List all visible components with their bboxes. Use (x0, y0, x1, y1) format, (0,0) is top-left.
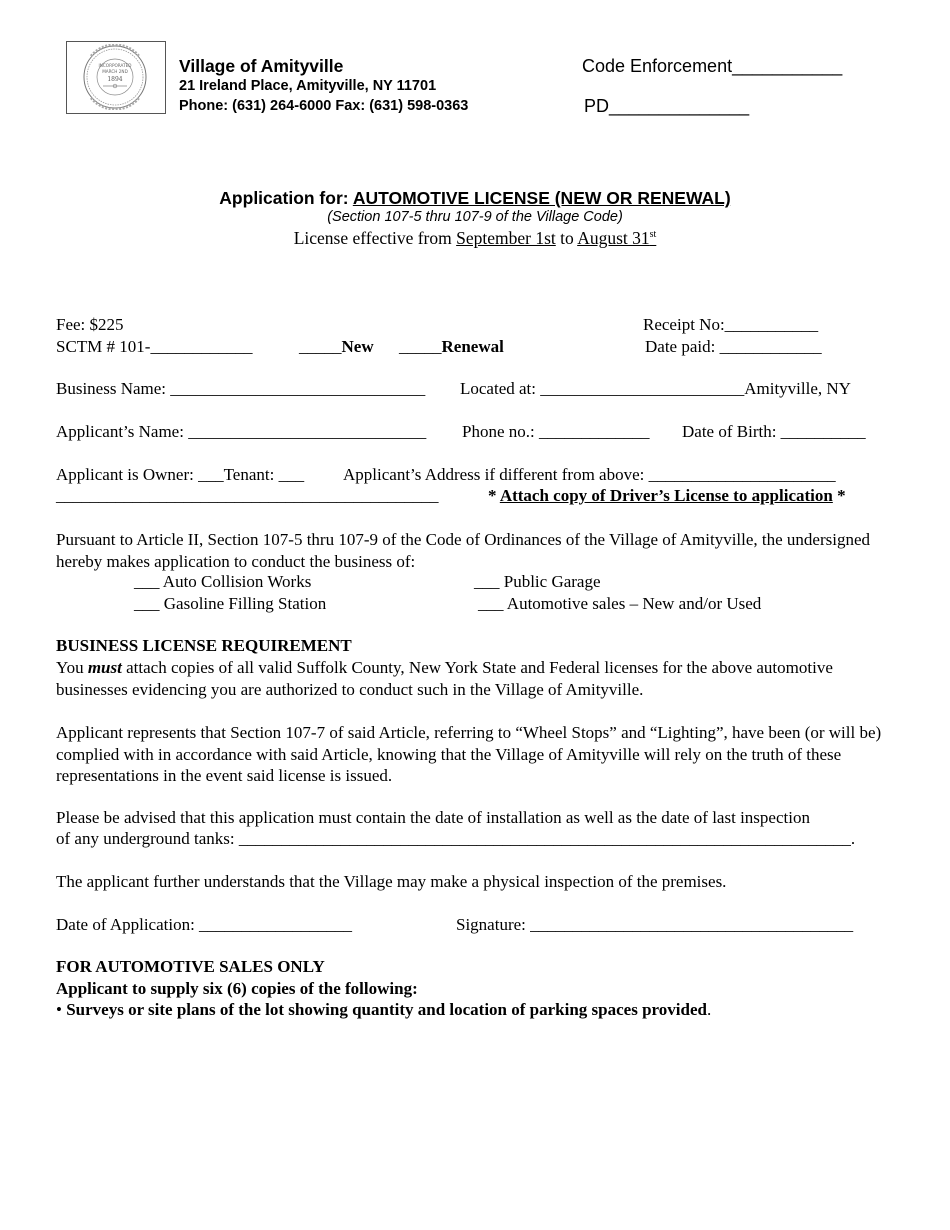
applicant-address-line2[interactable]: _____________________________________________ (56, 486, 439, 505)
inspection-text: The applicant further understands that the Village may make a physical inspection of the premises. (56, 872, 727, 891)
auto-sales-subheading: Applicant to supply six (6) copies of the following: (56, 979, 418, 998)
seal-frame (66, 41, 166, 114)
signature-field[interactable]: Signature: ______________________________________ (456, 915, 854, 934)
org-name: Village of Amityville (179, 56, 344, 76)
tanks-text-line1: Please be advised that this application must contain the date of installation as well as the date of last inspection (56, 808, 810, 827)
title-main: AUTOMOTIVE LICENSE (NEW OR RENEWAL) (352, 188, 731, 208)
date-paid-field[interactable]: Date paid: ____________ (645, 337, 822, 356)
title-section: (Section 107-5 thru 107-9 of the Village Code) (327, 209, 623, 225)
effective-prefix: License effective from (293, 228, 457, 248)
requirement-heading: BUSINESS LICENSE REQUIREMENT (56, 636, 352, 655)
option-auto-collision[interactable]: ___ Auto Collision Works (134, 572, 312, 591)
org-phone-fax: Phone: (631) 264-6000 Fax: (631) 598-0363 (179, 98, 469, 114)
option-gasoline-station[interactable]: ___ Gasoline Filling Station (134, 594, 327, 613)
owner-tenant-field[interactable]: Applicant is Owner: ___Tenant: ___ (56, 465, 305, 484)
located-at-field[interactable]: Located at: ________________________Amityville, NY (460, 379, 851, 398)
title-prefix: Application for: (219, 188, 353, 208)
applicant-address-field[interactable]: Applicant’s Address if different from above: ______________________ (343, 465, 836, 484)
code-enforcement-field[interactable]: Code Enforcement___________ (582, 56, 843, 76)
new-option[interactable]: _____New (299, 337, 374, 356)
effective-start: September 1st (456, 228, 556, 248)
receipt-field[interactable]: Receipt No:___________ (643, 315, 819, 334)
dob-field[interactable]: Date of Birth: __________ (682, 422, 866, 441)
bullet-icon: • (56, 1000, 62, 1019)
fee-label: Fee: $225 (56, 315, 124, 334)
svg-text:MARCH 2ND: MARCH 2ND (102, 69, 128, 74)
date-of-application-field[interactable]: Date of Application: __________________ (56, 915, 353, 934)
village-seal-icon (76, 44, 154, 110)
svg-text:1894: 1894 (107, 76, 123, 83)
phone-field[interactable]: Phone no.: _____________ (462, 422, 650, 441)
org-address: 21 Ireland Place, Amityville, NY 11701 (179, 78, 437, 94)
applicant-name-field[interactable]: Applicant’s Name: ____________________________ (56, 422, 427, 441)
represents-text: Applicant represents that Section 107-7 of said Article, referring to “Wheel Stops” and “Lighting”, have been (or will be) complied with in accordance with said Article, knowing that the Village of Amityville will rely on the truth of these representations in the event said license is issued. (56, 723, 882, 785)
effective-end: August 31st (577, 228, 657, 248)
auto-sales-heading: FOR AUTOMOTIVE SALES ONLY (56, 957, 325, 976)
sctm-field[interactable]: SCTM # 101-____________ (56, 337, 253, 356)
option-automotive-sales[interactable]: ___ Automotive sales – New and/or Used (478, 594, 762, 613)
pursuant-text: Pursuant to Article II, Section 107-5 thru 107-9 of the Code of Ordinances of the Village of Amityville, the undersigned hereby makes application to conduct the business of: (56, 530, 871, 571)
auto-sales-list-item: • Surveys or site plans of the lot showing quantity and location of parking spaces provided. (56, 1000, 712, 1019)
license-effective (0, 228, 950, 249)
renewal-option[interactable]: _____Renewal (399, 337, 504, 356)
svg-text:INCORPORATED: INCORPORATED (98, 63, 132, 68)
pd-field[interactable]: PD______________ (584, 96, 750, 116)
tanks-field[interactable]: of any underground tanks: ________________________________________________________________________. (56, 829, 856, 848)
option-public-garage[interactable]: ___ Public Garage (474, 572, 601, 591)
page-title (0, 188, 950, 209)
business-name-field[interactable]: Business Name: ______________________________ (56, 379, 426, 398)
effective-mid: to (555, 228, 578, 248)
requirement-text: You must attach copies of all valid Suffolk County, New York State and Federal licenses for the above automotive businesses evidencing you are authorized to conduct such in the Village of Amityville. (56, 658, 833, 699)
attach-license-note: * Attach copy of Driver’s License to application * (488, 486, 846, 505)
